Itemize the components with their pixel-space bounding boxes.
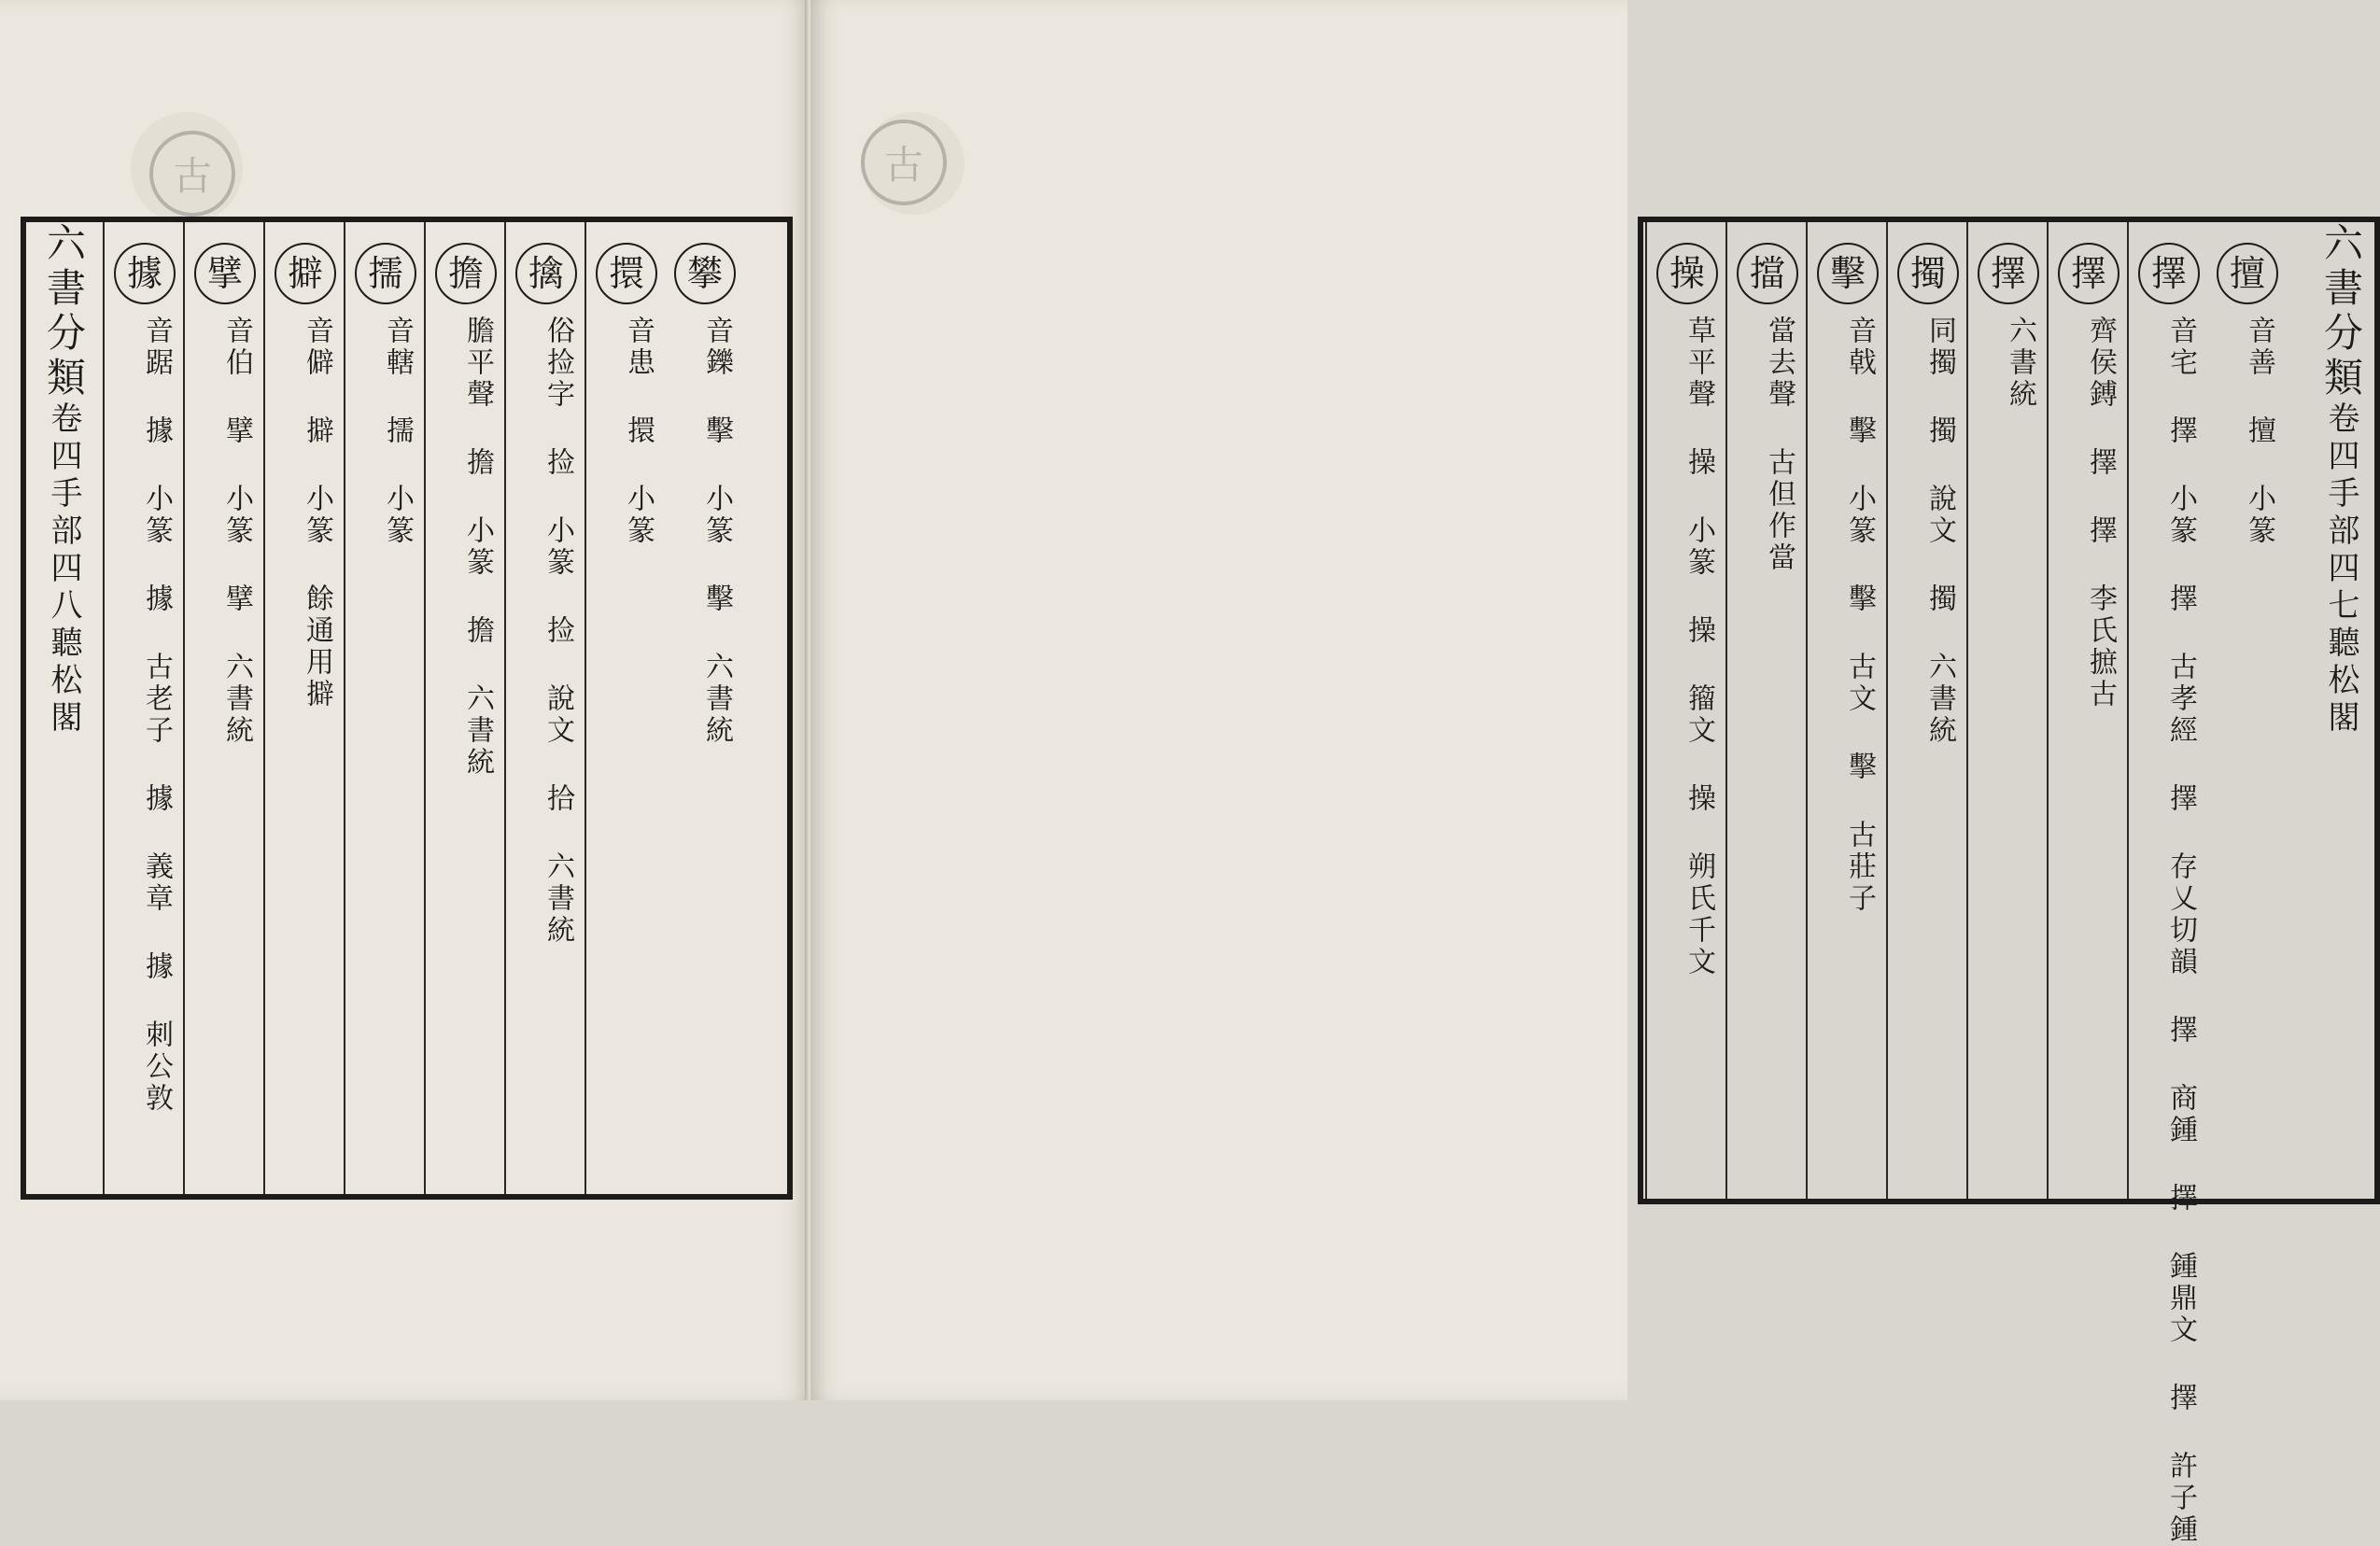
entry-gloss: 當去聲 古但作當 xyxy=(1763,316,1796,574)
left-book-title: 六書分類 xyxy=(41,222,87,401)
right-page-column xyxy=(1966,222,2049,1199)
left-text-frame xyxy=(21,217,793,1200)
right-text-frame xyxy=(1638,217,2380,1546)
left-page xyxy=(0,0,810,1400)
left-page-column xyxy=(103,222,185,1194)
left-margin-title xyxy=(35,222,92,1062)
left-seal-stamp: 古 xyxy=(149,131,235,217)
right-page-column xyxy=(2127,222,2209,1546)
left-page-column xyxy=(344,222,426,1194)
left-page-column xyxy=(584,222,667,1194)
right-page-column xyxy=(1645,222,1727,1199)
entry-gloss: 音患 擐 小篆 xyxy=(622,316,655,547)
right-page-column xyxy=(2207,222,2288,1199)
entry-gloss: 音戟 擊 小篆 擊 古文 擊 古莊子 xyxy=(1843,316,1876,915)
head-character: 攀 xyxy=(674,243,736,304)
right-seal-stamp: 古 xyxy=(861,119,947,205)
entry-gloss: 膽平聲 擔 小篆 擔 六書統 xyxy=(461,316,494,779)
right-page-column xyxy=(1806,222,1888,1199)
head-character: 擩 xyxy=(355,243,416,304)
head-character: 擇 xyxy=(1978,243,2039,304)
right-book-title: 六書分類 xyxy=(2318,222,2364,401)
left-publisher: 聽松閣 xyxy=(45,625,82,738)
head-character: 操 xyxy=(1656,243,1718,304)
right-page-column xyxy=(2047,222,2129,1199)
head-character: 擉 xyxy=(1897,243,1959,304)
head-character: 擔 xyxy=(435,243,497,304)
head-character: 擗 xyxy=(275,243,336,304)
head-character: 擋 xyxy=(1737,243,1798,304)
left-page-column xyxy=(263,222,345,1194)
head-character: 擇 xyxy=(2138,243,2200,304)
entry-gloss: 音僻 擗 小篆 餘通用擗 xyxy=(301,316,333,710)
entry-gloss: 音鑠 擊 小篆 擊 六書統 xyxy=(700,316,733,747)
right-page-number: 四七 xyxy=(2322,551,2359,625)
head-character: 擊 xyxy=(1817,243,1879,304)
entry-gloss: 草平聲 操 小篆 操 籀文 操 朔氏千文 xyxy=(1683,316,1715,978)
left-page-number: 四八 xyxy=(45,551,82,625)
right-section: 手部 xyxy=(2322,476,2359,551)
entry-gloss: 音伯 擘 小篆 擘 六書統 xyxy=(220,316,253,747)
left-page-column xyxy=(665,222,745,1194)
right-page-column xyxy=(1725,222,1808,1199)
head-character: 擅 xyxy=(2217,243,2278,304)
left-page-column xyxy=(504,222,586,1194)
left-page-column xyxy=(424,222,506,1194)
entry-gloss: 音踞 據 小篆 據 古老子 據 義章 據 刺公敦 xyxy=(140,316,173,1115)
left-volume: 卷四 xyxy=(45,401,82,476)
head-character: 擐 xyxy=(596,243,657,304)
head-character: 據 xyxy=(114,243,176,304)
entry-gloss: 俗捡字 捡 小篆 捡 說文 拾 六書統 xyxy=(542,316,574,947)
head-character: 擘 xyxy=(194,243,256,304)
right-page xyxy=(810,0,2364,1546)
left-page-column xyxy=(183,222,265,1194)
entry-gloss: 同擉 擉 說文 擉 六書統 xyxy=(1923,316,1956,747)
left-section: 手部 xyxy=(45,476,82,551)
entry-gloss: 六書統 xyxy=(2004,316,2036,411)
right-page-column xyxy=(1886,222,1968,1199)
entry-gloss: 音宅 擇 小篆 擇 古孝經 擇 存乂切韻 擇 商鍾 擇 鍾鼎文 擇 許子鍾 xyxy=(2164,316,2197,1546)
right-volume: 卷四 xyxy=(2322,401,2359,476)
entry-gloss: 音善 擅 小篆 xyxy=(2243,316,2275,547)
entry-gloss: 齊侯鎛 擇 擇 李氏摭古 xyxy=(2084,316,2117,710)
right-margin-title xyxy=(2313,222,2369,1062)
head-character: 擒 xyxy=(515,243,577,304)
entry-gloss: 音轄 擩 小篆 xyxy=(381,316,414,547)
right-publisher: 聽松閣 xyxy=(2322,625,2359,738)
head-character: 擇 xyxy=(2058,243,2119,304)
